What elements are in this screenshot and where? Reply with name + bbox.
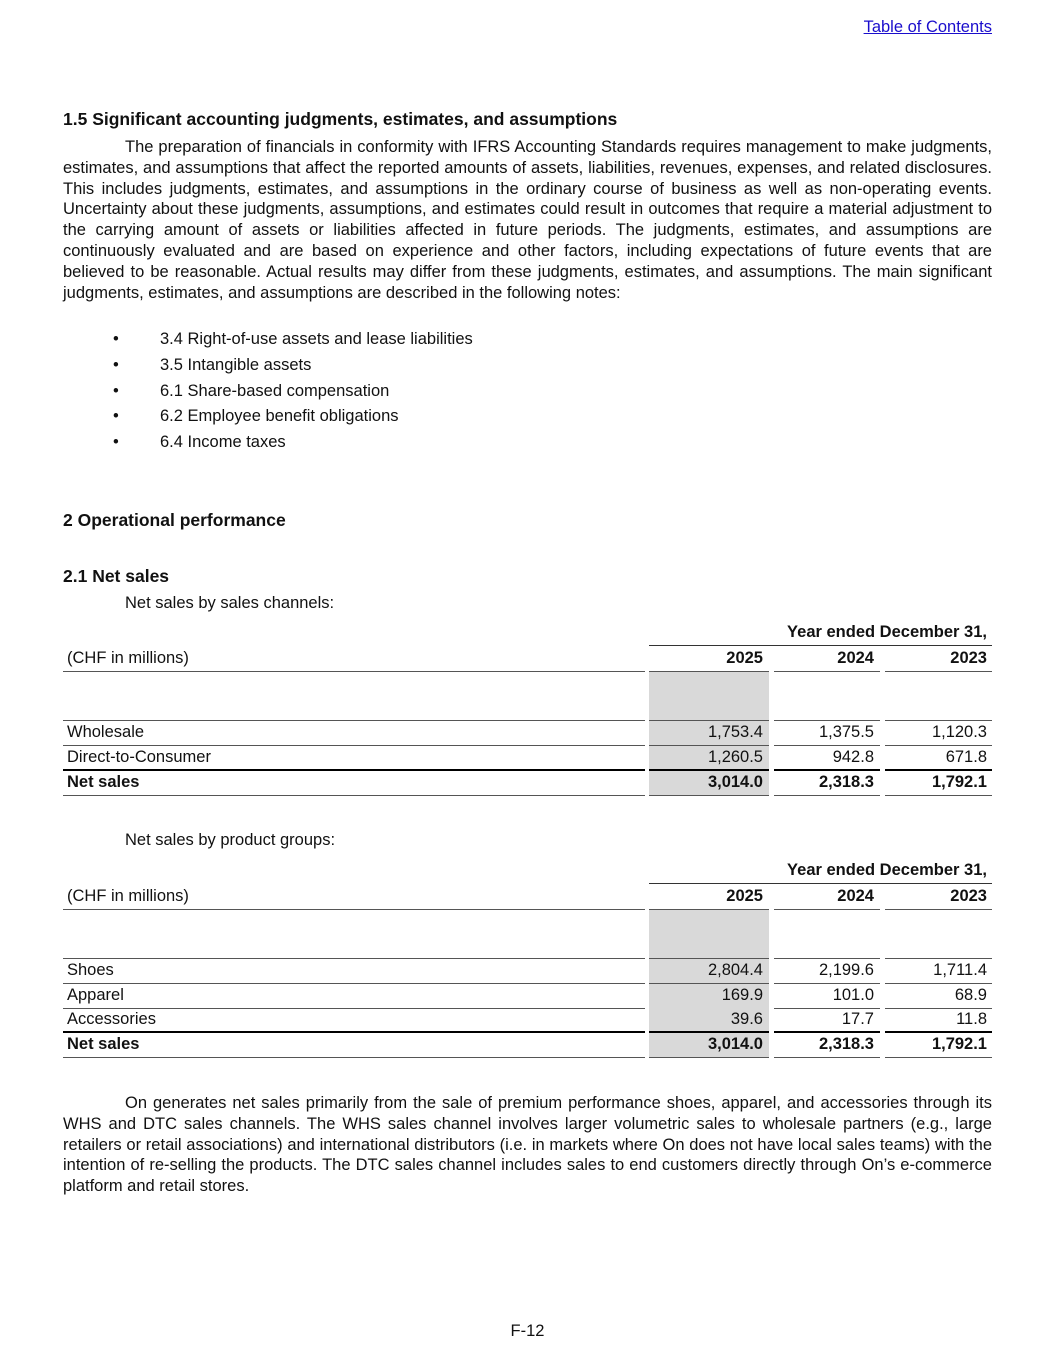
- empty-cell: [63, 672, 645, 721]
- note-label: 6.1 Share-based compensation: [160, 381, 390, 400]
- divider: [649, 883, 992, 884]
- value-cell: 169.9: [649, 984, 769, 1009]
- section-heading-2: 2 Operational performance: [63, 510, 286, 530]
- row-label: Direct-to-Consumer: [63, 746, 645, 771]
- total-row: [63, 771, 992, 796]
- value-cell: 2,804.4: [649, 959, 769, 984]
- section-heading-2-1: 2.1 Net sales: [63, 566, 170, 586]
- list-item: [63, 405, 473, 431]
- bullet-icon: •: [113, 407, 119, 426]
- list-item: [63, 380, 473, 406]
- spacer-row: [63, 910, 992, 959]
- page-number: F-12: [510, 1322, 545, 1340]
- unit-label: (CHF in millions): [63, 647, 645, 672]
- value-cell: 1,753.4: [649, 721, 769, 746]
- value-cell: 2,318.3: [774, 1033, 880, 1058]
- note-label: 3.4 Right-of-use assets and lease liabilities: [160, 330, 473, 348]
- channels-intro: Net sales by sales channels:: [125, 594, 335, 612]
- table-row: [63, 746, 992, 771]
- value-cell: 17.7: [774, 1008, 880, 1033]
- notes-list: [63, 328, 473, 457]
- period-header: Year ended December 31,: [787, 623, 987, 641]
- year-header: 2025: [649, 647, 769, 672]
- value-cell: 1,792.1: [885, 1033, 992, 1058]
- value-cell: 942.8: [774, 746, 880, 771]
- unit-label: (CHF in millions): [63, 885, 645, 910]
- value-cell: 2,199.6: [774, 959, 880, 984]
- list-item: [63, 354, 473, 380]
- value-cell: 68.9: [885, 984, 992, 1009]
- value-cell: 101.0: [774, 984, 880, 1009]
- empty-cell: [63, 910, 645, 959]
- empty-cell: [774, 910, 880, 959]
- value-cell: 671.8: [885, 746, 992, 771]
- year-header: 2024: [774, 885, 880, 910]
- products-intro: Net sales by product groups:: [125, 831, 336, 849]
- value-cell: 1,260.5: [649, 746, 769, 771]
- year-header: 2023: [885, 885, 992, 910]
- value-cell: 11.8: [885, 1008, 992, 1033]
- table-header-row: [63, 647, 992, 672]
- period-header: Year ended December 31,: [787, 861, 987, 879]
- spacer-row: [63, 672, 992, 721]
- empty-cell: [885, 910, 992, 959]
- bullet-icon: •: [113, 355, 119, 374]
- empty-cell: [649, 672, 769, 721]
- table-row: [63, 984, 992, 1009]
- table-row: [63, 959, 992, 984]
- value-cell: 3,014.0: [649, 1033, 769, 1058]
- row-label: Net sales: [63, 1033, 645, 1058]
- row-label: Shoes: [63, 959, 645, 984]
- bullet-icon: •: [113, 433, 119, 452]
- year-header: 2023: [885, 647, 992, 672]
- value-cell: 1,120.3: [885, 721, 992, 746]
- total-row: [63, 1033, 992, 1058]
- note-label: 6.4 Income taxes: [160, 433, 286, 452]
- row-label: Accessories: [63, 1008, 645, 1033]
- empty-cell: [885, 672, 992, 721]
- empty-cell: [649, 910, 769, 959]
- year-header: 2024: [774, 647, 880, 672]
- judgments-paragraph: The preparation of financials in conformity with IFRS Accounting Standards requires management to make judgments, estimates, and assumptions that affect the reported amounts of assets, liabilities, revenues, expenses, and related disclosures. This includes judgments, estimates, and assumptions in the ordinary course of business as well as non-operating events. Uncertainty about these judgments, assumptions, and estimates could result in outcomes that require a material adjustment to the carrying amount of assets or liabilities affected in future periods. The judgments, estimates, and assumptions are continuously evaluated and are based on experience and other factors, including expectations of future events that are believed to be reasonable. Actual results may differ from these judgments, estimates, and assumptions. The main significant judgments, estimates, and assumptions are described in the following notes:: [63, 138, 992, 302]
- section-heading-1-5: 1.5 Significant accounting judgments, estimates, and assumptions: [63, 109, 618, 129]
- bullet-icon: •: [113, 330, 119, 348]
- value-cell: 1,792.1: [885, 771, 992, 796]
- value-cell: 3,014.0: [649, 771, 769, 796]
- year-header: 2025: [649, 885, 769, 910]
- note-label: 3.5 Intangible assets: [160, 355, 312, 374]
- row-label: Net sales: [63, 771, 645, 796]
- table-row: [63, 721, 992, 746]
- table-of-contents-link[interactable]: Table of Contents: [863, 18, 992, 36]
- net-sales-description-paragraph: On generates net sales primarily from the sale of premium performance shoes, apparel, and accessories through its WHS and DTC sales channels. The WHS sales channel involves larger volumetric sales to wholesale partners (e.g., large retailers or retail associations) and international distributors (i.e. in markets where On does not have local sales teams) with the intention of re-selling the products. The DTC sales channel includes sales to end customers directly through On’s e-commerce platform and retail stores.: [63, 1094, 992, 1196]
- value-cell: 1,375.5: [774, 721, 880, 746]
- value-cell: 2,318.3: [774, 771, 880, 796]
- value-cell: 1,711.4: [885, 959, 992, 984]
- note-label: 6.2 Employee benefit obligations: [160, 407, 399, 426]
- table-row: [63, 1008, 992, 1033]
- table-header-row: [63, 885, 992, 910]
- list-item: [63, 328, 473, 354]
- list-item: [63, 431, 473, 457]
- row-label: Apparel: [63, 984, 645, 1009]
- value-cell: 39.6: [649, 1008, 769, 1033]
- bullet-icon: •: [113, 381, 119, 400]
- row-label: Wholesale: [63, 721, 645, 746]
- empty-cell: [774, 672, 880, 721]
- divider: [649, 645, 992, 646]
